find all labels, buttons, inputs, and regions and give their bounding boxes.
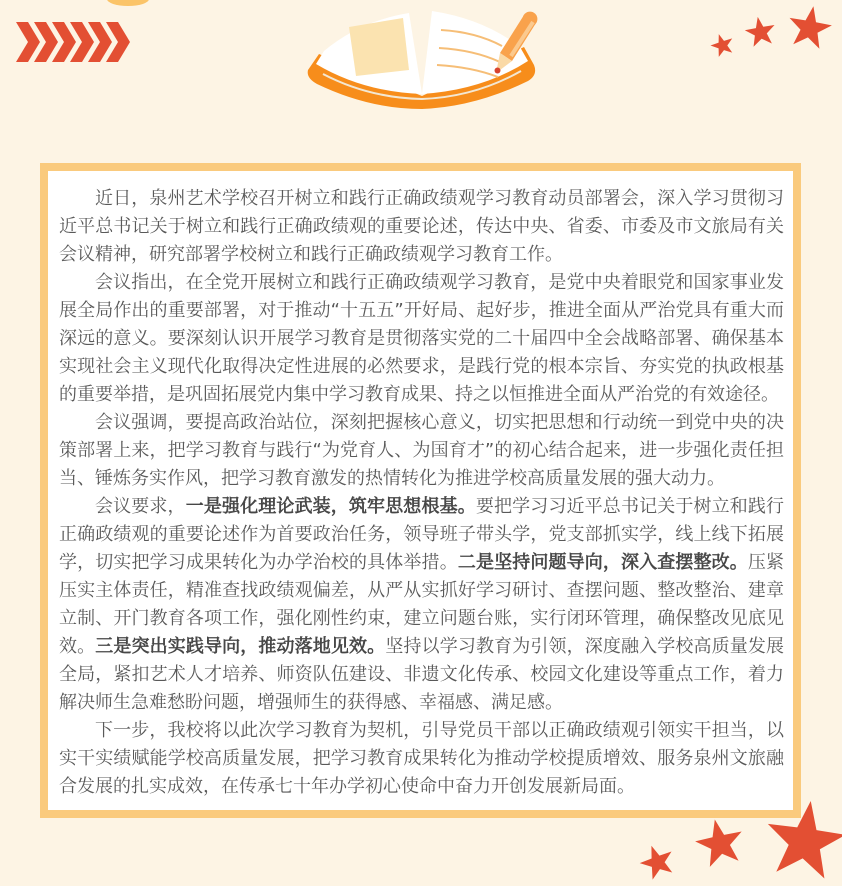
body-text: 下一步，我校将以此次学习教育为契机，引导党员干部以正确政绩观引领实干担当，以实干实绩赋能学校高质量发展，把学习教育成果转化为推动学校提质增效、服务泉州文旅融合发展的扎实成效，在传承七十年办学初心使命中奋力开创发展新局面。 — [59, 720, 784, 797]
emphasis-text: 三是突出实践导向，推动落地见效。 — [95, 636, 386, 657]
emphasis-text: 一是强化理论武装，筑牢思想根基。 — [185, 496, 476, 517]
open-book-icon — [303, 2, 541, 118]
article-card — [40, 163, 801, 818]
star-icon — [786, 5, 833, 52]
body-text: 要把学习习近平总书记关于树立和践行正确政绩观的重要论述作为首要政治任务，领导班子带头学，党支部抓实学，线上线下拓展学，切实把学习成果转化为办学治校的具体举措。 — [59, 496, 784, 573]
left-page-highlight — [349, 18, 409, 76]
chevron-decoration — [14, 21, 122, 63]
body-text: 近日，泉州艺术学校召开树立和践行正确政绩观学习教育动员部署会，深入学习贯彻习近平总书记关于树立和践行正确政绩观的重要论述，传达中央、省委、市委及市文旅局有关会议精神，研究部署学校树立和践行正确政绩观学习教育工作。 — [59, 188, 784, 265]
article-paragraph — [59, 185, 784, 269]
star-icon — [639, 844, 676, 881]
article-paragraph — [59, 717, 784, 800]
article-body — [59, 185, 784, 800]
star-icon — [710, 33, 735, 58]
article-paragraph — [59, 493, 784, 717]
emphasis-text: 二是坚持问题导向，深入查摆整改。 — [457, 552, 748, 573]
star-icon — [694, 818, 746, 870]
body-text: 会议强调，要提高政治站位，深刻把握核心意义，切实把思想和行动统一到党中央的决策部署上来，把学习教育与践行“为党育人、为国育才”的初心结合起来，进一步强化责任担当、锤炼务实作风，把学习教育激发的热情转化为推进学校高质量发展的强大动力。 — [59, 412, 784, 489]
chevron-right-icon — [104, 21, 130, 63]
body-text: 压紧压实主体责任，精准查找政绩观偏差，从严从实抓好学习研讨、查摆问题、整改整治、建章立制、开门教育各项工作，强化刚性约束，建立问题台账，实行闭环管理，确保整改见底见效。 — [59, 552, 784, 657]
body-text: 会议要求， — [95, 496, 186, 517]
body-text: 坚持以学习教育为引领，深度融入学校高质量发展全局，紧扣艺术人才培养、师资队伍建设、非遗文化传承、校园文化建设等重点工作，着力解决师生急难愁盼问题，增强师生的获得感、幸福感、满足感。 — [59, 636, 784, 713]
article-paragraph — [59, 409, 784, 493]
article-paragraph — [59, 269, 784, 409]
body-text: 会议指出，在全党开展树立和践行正确政绩观学习教育，是党中央着眼党和国家事业发展全局作出的重要部署，对于推动“十五五”开好局、起好步，推进全面从严治党具有重大而深远的意义。要深刻认识开展学习教育是贯彻落实党的二十届四中全会战略部署、确保基本实现社会主义现代化取得决定性进展的必然要求，是践行党的根本宗旨、夯实党的执政根基的重要举措，是巩固拓展党内集中学习教育成果、持之以恒推进全面从严治党的有效途径。 — [59, 272, 784, 405]
top-arc-decoration — [107, 0, 149, 6]
star-icon — [744, 16, 777, 49]
